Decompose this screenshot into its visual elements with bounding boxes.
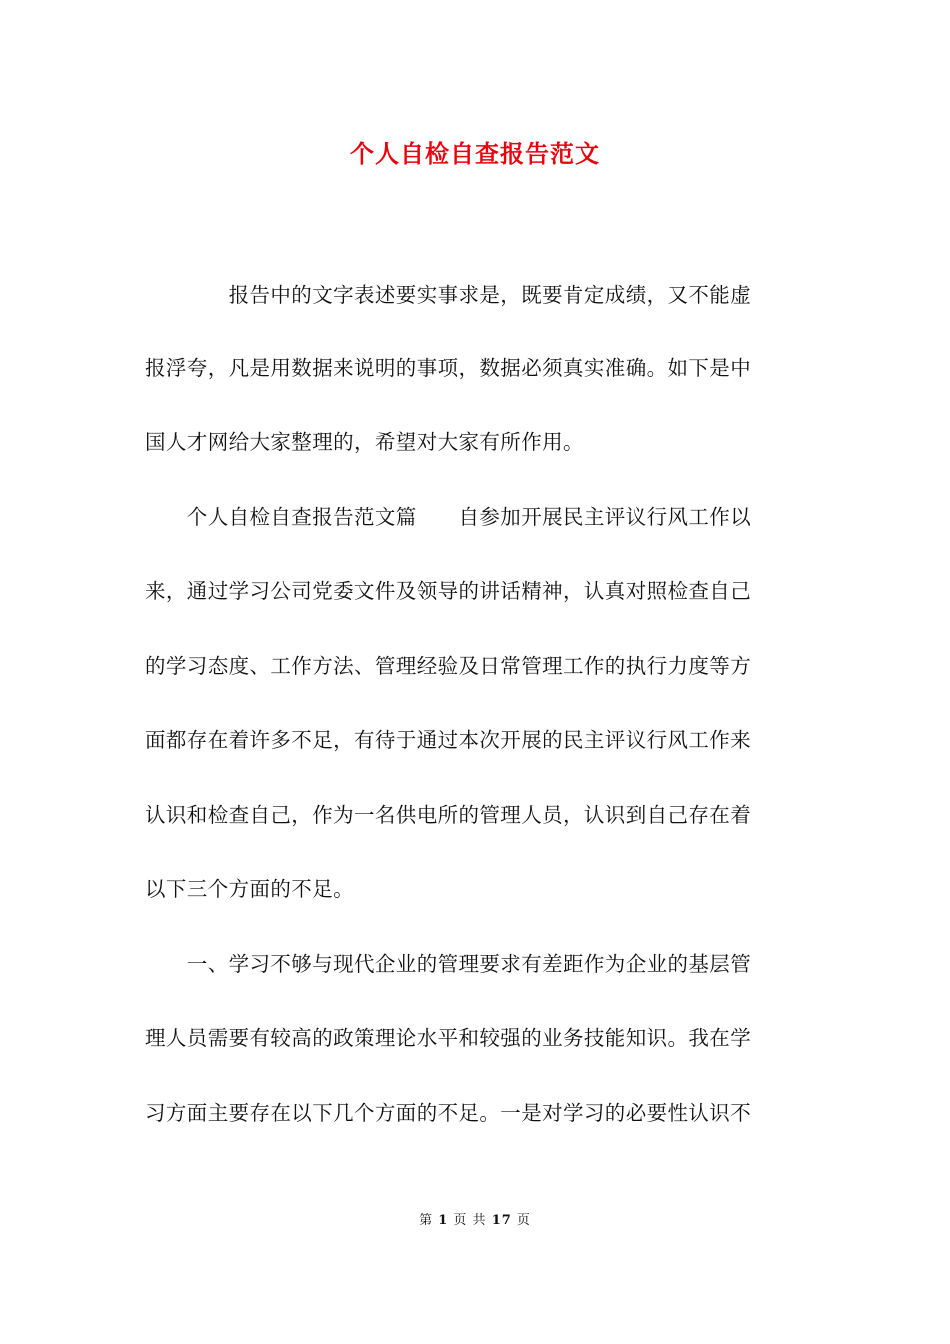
page-footer xyxy=(0,1209,950,1228)
body-line: 以下三个方面的不足。 xyxy=(145,877,354,901)
body-line: 报告中的文字表述要实事求是，既要肯定成绩，又不能虚 xyxy=(145,283,752,307)
footer-prefix: 第 xyxy=(419,1213,434,1228)
body-line: 来，通过学习公司党委文件及领导的讲话精神，认真对照检查自己 xyxy=(145,579,752,603)
body-line: 一、学习不够与现代企业的管理要求有差距作为企业的基层管 xyxy=(145,952,752,976)
body-line: 习方面主要存在以下几个方面的不足。一是对学习的必要性认识不 xyxy=(145,1101,752,1125)
body-line: 面都存在着许多不足，有待于通过本次开展的民主评议行风工作来 xyxy=(145,728,752,752)
footer-page-number: 1 xyxy=(438,1213,449,1228)
body-line: 报浮夸，凡是用数据来说明的事项，数据必须真实准确。如下是中 xyxy=(145,356,752,380)
body-line: 国人才网给大家整理的，希望对大家有所作用。 xyxy=(145,430,584,454)
footer-middle: 页 共 xyxy=(453,1213,487,1228)
footer-total-pages: 17 xyxy=(491,1213,512,1228)
body-line: 理人员需要有较高的政策理论水平和较强的业务技能知识。我在学 xyxy=(145,1026,752,1050)
footer-suffix: 页 xyxy=(516,1213,531,1228)
body-line: 认识和检查自己，作为一名供电所的管理人员，认识到自己存在着 xyxy=(145,803,752,827)
body-line: 个人自检自查报告范文篇 自参加开展民主评议行风工作以 xyxy=(145,505,752,529)
document-title: 个人自检自查报告范文 xyxy=(350,139,600,168)
body-line: 的学习态度、工作方法、管理经验及日常管理工作的执行力度等方 xyxy=(145,654,752,678)
